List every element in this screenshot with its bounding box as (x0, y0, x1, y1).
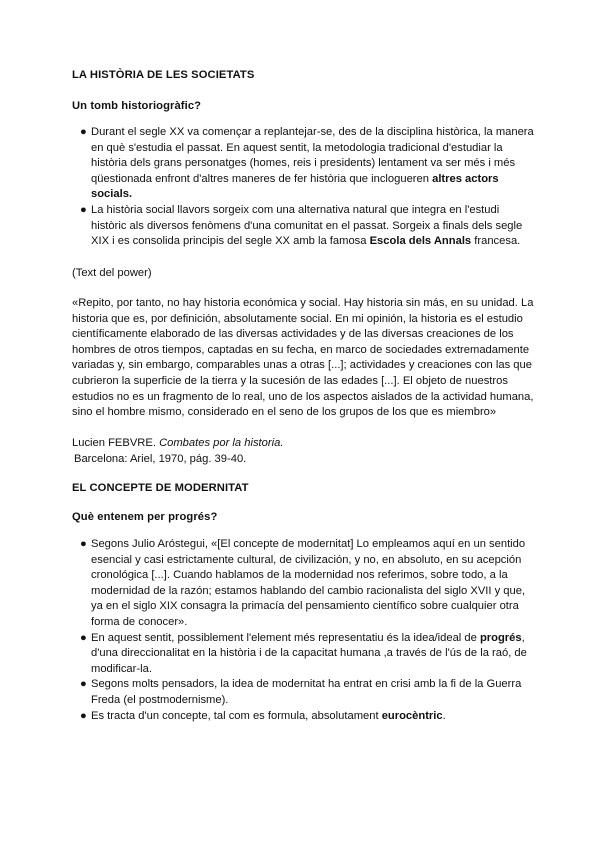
bullet-icon: ● (80, 203, 87, 216)
citation-publisher: Barcelona: Ariel, 1970, pág. 39-40. (74, 452, 247, 465)
bullet-after-text: . (442, 709, 446, 722)
bullet-text: En aquest sentit, possiblement l'element més representatiu és la idea/ideal de (91, 631, 480, 644)
bullet-list-history (72, 125, 534, 250)
bullet-icon: ● (80, 631, 87, 644)
subheading-progres: Què entenem per progrés? (72, 511, 218, 523)
bullet-text: Segons molts pensadors, la idea de modernitat ha entrat en crisi amb la fi de la Guerra Freda (el postmodernisme). (91, 678, 522, 706)
section-heading-societats: LA HISTÒRIA DE LES SOCIETATS (72, 69, 255, 81)
bullet-list-modernity (72, 537, 534, 724)
bullet-icon: ● (80, 126, 87, 138)
bullet-bold-text: eurocèntric (381, 709, 443, 722)
section-heading-modernitat: EL CONCEPTE DE MODERNITAT (72, 482, 249, 494)
text-of-power-note: (Text del power) (72, 267, 152, 279)
list-item (72, 537, 534, 631)
list-item (72, 709, 534, 725)
list-item (72, 631, 534, 678)
bullet-icon: ● (80, 538, 87, 550)
subheading-tomb-historiografic: Un tomb historiogràfic? (72, 100, 202, 112)
citation-author: Lucien FEBVRE. (72, 437, 156, 449)
bullet-text: La història social llavors sorgeix com una alternativa natural que integra en l'estudi històric als diversos fenòmens d'una comunitat en el passat. Sorgeix a finals dels segle XIX i es consolida principis del segle XX amb la famosa (91, 203, 523, 248)
bullet-icon: ● (80, 678, 87, 691)
citation-title: Combates por la historia. (159, 437, 284, 449)
febvre-quote: «Repito, por tanto, no hay historia económica y social. Hay historia sin más, en su unidad. La historia que es, por definición, absolutamente social. En mi opinión, la historia es el estudio científicamente elaborado de las diversas actividades y de las diversas creaciones de los hombres de otros tiempos, captadas en su fecha, en marco de sociedades extremadamente variadas y, sin embargo, comparables unas a otras [...]; actividades y creaciones con las que cubrieron la superficie de la tierra y la sucesión de las edades [...]. El objeto de nuestros estudios no es un fragmento de lo real, uno de los aspectos aislados de la actividad humana, sino el hombre mismo, considerado en el seno de los grupos de los que es miembro» (72, 297, 534, 419)
citation (72, 436, 530, 467)
bullet-text: Es tracta d'un concepte, tal com es formula, absolutament (91, 709, 382, 722)
list-item (72, 125, 534, 203)
bullet-bold-text: Escola dels Annals (369, 235, 472, 248)
bullet-after-text: francesa. (471, 235, 521, 248)
list-item (72, 203, 534, 250)
bullet-icon: ● (80, 709, 87, 722)
bullet-bold-text: progrés (479, 631, 522, 644)
bullet-bold-text: altres actors socials. (91, 172, 499, 201)
bullet-text: Durant el segle XX va començar a replantejar-se, des de la disciplina històrica, la manera en què s'estudia el passat. En aquest sentit, la metodologia tradicional d'estudiar la història dels grans personatges (homes, reis i presidents) lentament va ser més i més qüestionada enfront d'altres maneres de fer història que inclogueren (91, 126, 534, 185)
bullet-after-text: , d'una direccionalitat en la història i de la capacitat humana ,a través de l'ús de la raó, de modificar-la. (91, 631, 527, 675)
list-item (72, 677, 534, 708)
bullet-text: Segons Julio Aróstegui, «[El concepte de modernitat] Lo empleamos aquí en un sentido esencial y casi estrictamente cultural, de civilización, y no, en absoluto, en su acepción cronológica [...]. Cuando hablamos de la modernidad nos referimos, sobre todo, a la modernidad de la razón; estamos hablando del cambio racionalista del siglo XVII y que, ya en el siglo XIX consagra la primacía del pensamiento científico sobre cualquier otra forma de conocer». (91, 538, 526, 628)
